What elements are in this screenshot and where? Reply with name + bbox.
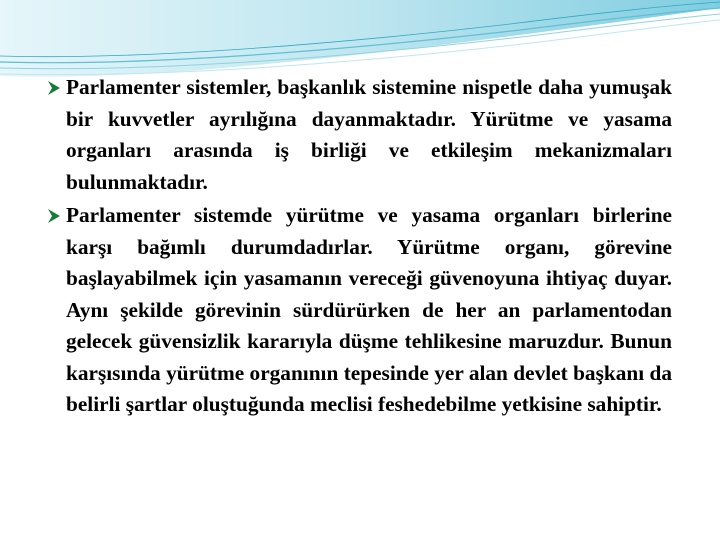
arrow-bullet-icon — [46, 208, 62, 224]
bullet-item-1 — [46, 72, 672, 198]
bullet-text-1: Parlamenter sistemler, başkanlık sistemine nispetle daha yumuşak bir kuvvetler ayrılığına dayanmaktadır. Yürütme ve yasama organları arasında iş birliği ve etkileşim mekanizmaları bulunmaktadır. — [66, 75, 672, 194]
bullet-list — [46, 72, 672, 421]
bullet-item-2 — [46, 200, 672, 421]
bullet-text-2: Parlamenter sistemde yürütme ve yasama organları birlerine karşı bağımlı durumdadırlar. Yürütme organı, görevine başlayabilmek için yasamanın vereceği güvenoyuna ihtiyaç duyar. Aynı şekilde görevinin sürdürürken de her an parlamentodan gelecek güvensizlik kararıyla düşme tehlikesine maruzdur. Bunun karşısında yürütme organının tepesinde yer alan devlet başkanı da belirli şartlar oluştuğunda meclisi feshedebilme yetkisine sahiptir. — [66, 203, 672, 416]
arrow-bullet-icon — [46, 80, 62, 96]
